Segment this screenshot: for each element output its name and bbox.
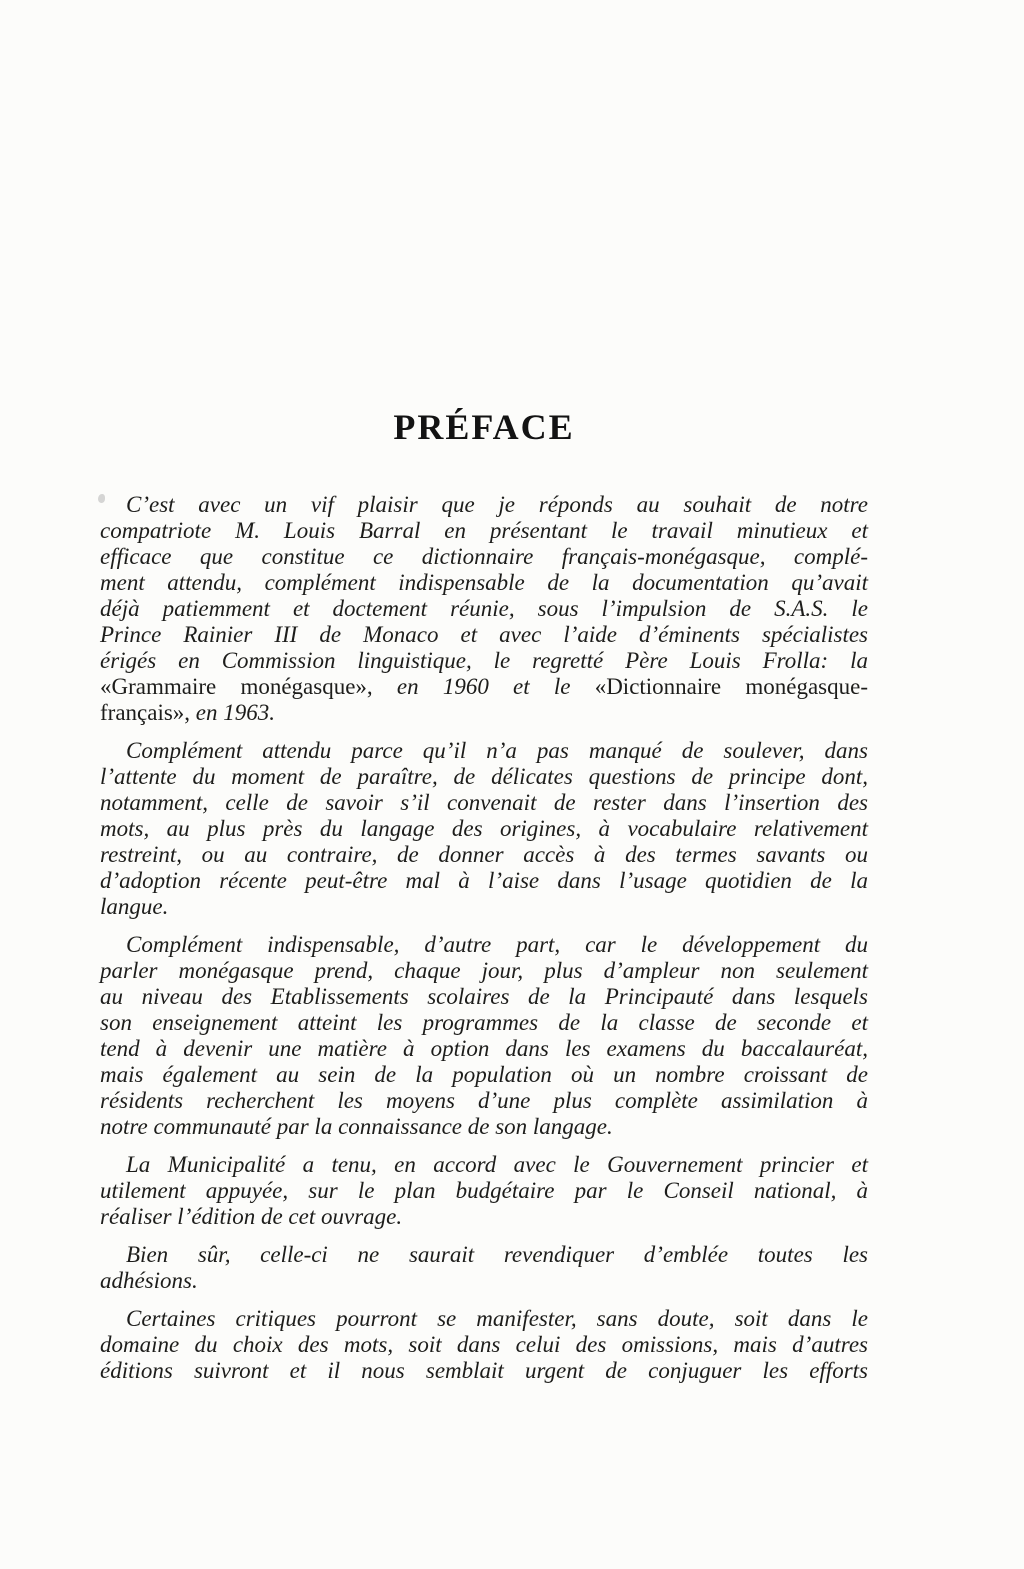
italic-text-segment: d’adoption récente peut-être mal à l’aise dans l’usage quotidien de la [100,868,868,893]
paragraph [100,1306,868,1384]
page-title: PRÉFACE [393,407,575,447]
text-line [100,700,868,726]
text-line [100,1062,868,1088]
paragraph [100,932,868,1140]
text-line [100,738,868,764]
italic-text-segment: son enseignement atteint les programmes de la classe de seconde et [100,1010,868,1035]
italic-text-segment: éditions suivront et il nous semblait urgent de conjuguer les efforts [100,1358,868,1383]
italic-text-segment: Certaines critiques pourront se manifester, sans doute, soit dans le [126,1306,868,1331]
text-line [100,674,868,700]
italic-text-segment: langue. [100,894,169,919]
italic-text-segment: tend à devenir une matière à option dans les examens du baccalauréat, [100,1036,868,1061]
roman-text-segment: «Dictionnaire monégasque- [594,674,868,699]
italic-text-segment: déjà patiemment et doctement réunie, sous l’impulsion de S.A.S. le [100,596,868,621]
italic-text-segment: résidents recherchent les moyens d’une plus complète assimilation à [100,1088,868,1113]
italic-text-segment: au niveau des Etablissements scolaires de la Principauté dans lesquels [100,984,868,1009]
text-line [100,1268,868,1294]
text-line [100,1306,868,1332]
text-line [100,1114,868,1140]
paragraph [100,1152,868,1230]
italic-text-segment: Complément indispensable, d’autre part, car le développement du [126,932,868,957]
text-line [100,544,868,570]
italic-text-segment: utilement appuyée, sur le plan budgétaire par le Conseil national, à [100,1178,868,1203]
italic-text-segment: réaliser l’édition de cet ouvrage. [100,1204,403,1229]
italic-text-segment: érigés en Commission linguistique, le regretté Père Louis Frolla: la [100,648,868,673]
text-line [100,1178,868,1204]
italic-text-segment: parler monégasque prend, chaque jour, plus d’ampleur non seulement [100,958,868,983]
italic-text-segment: notamment, celle de savoir s’il convenait de rester dans l’insertion des [100,790,868,815]
italic-text-segment: restreint, ou au contraire, de donner accès à des termes savants ou [100,842,868,867]
preface-body [100,492,868,1384]
text-line [100,1358,868,1384]
text-line [100,816,868,842]
text-line [100,868,868,894]
italic-text-segment: Complément attendu parce qu’il n’a pas manqué de soulever, dans [126,738,868,763]
roman-text-segment: «Grammaire monégasque», [100,674,373,699]
italic-text-segment: ment attendu, complément indispensable de la documentation qu’avait [100,570,868,595]
text-line [100,518,868,544]
text-line [100,570,868,596]
italic-text-segment: compatriote M. Louis Barral en présentant le travail minutieux et [100,518,868,543]
italic-text-segment: Prince Rainier III de Monaco et avec l’aide d’éminents spécialistes [100,622,868,647]
text-line [100,790,868,816]
text-line [100,932,868,958]
italic-text-segment: en 1960 et le [372,674,595,699]
text-line [100,1242,868,1268]
roman-text-segment: français», [100,700,191,725]
italic-text-segment: l’attente du moment de paraître, de délicates questions de principe dont, [100,764,868,789]
paragraph [100,1242,868,1294]
paragraph [100,738,868,920]
text-column [100,408,868,1384]
text-line [100,648,868,674]
text-line [100,492,868,518]
text-line [100,984,868,1010]
italic-text-segment: C’est avec un vif plaisir que je réponds au souhait de notre [126,492,868,517]
text-line [100,1204,868,1230]
italic-text-segment: mots, au plus près du langage des origines, à vocabulaire relativement [100,816,868,841]
text-line [100,1332,868,1358]
italic-text-segment: La Municipalité a tenu, en accord avec le Gouvernement princier et [126,1152,868,1177]
text-line [100,894,868,920]
italic-text-segment: mais également au sein de la population où un nombre croissant de [100,1062,868,1087]
text-line [100,1010,868,1036]
italic-text-segment: Bien sûr, celle-ci ne saurait revendiquer d’emblée toutes les [126,1242,868,1267]
text-line [100,1036,868,1062]
text-line [100,1152,868,1178]
text-line [100,842,868,868]
text-line [100,622,868,648]
paragraph [100,492,868,726]
text-line [100,1088,868,1114]
italic-text-segment: domaine du choix des mots, soit dans celui des omissions, mais d’autres [100,1332,868,1357]
text-line [100,958,868,984]
text-line [100,764,868,790]
italic-text-segment: notre communauté par la connaissance de son langage. [100,1114,613,1139]
italic-text-segment: en 1963. [190,700,276,725]
scan-artifact [98,494,105,503]
italic-text-segment: efficace que constitue ce dictionnaire français-monégasque, complé- [100,544,868,569]
text-line [100,596,868,622]
italic-text-segment: adhésions. [100,1268,198,1293]
